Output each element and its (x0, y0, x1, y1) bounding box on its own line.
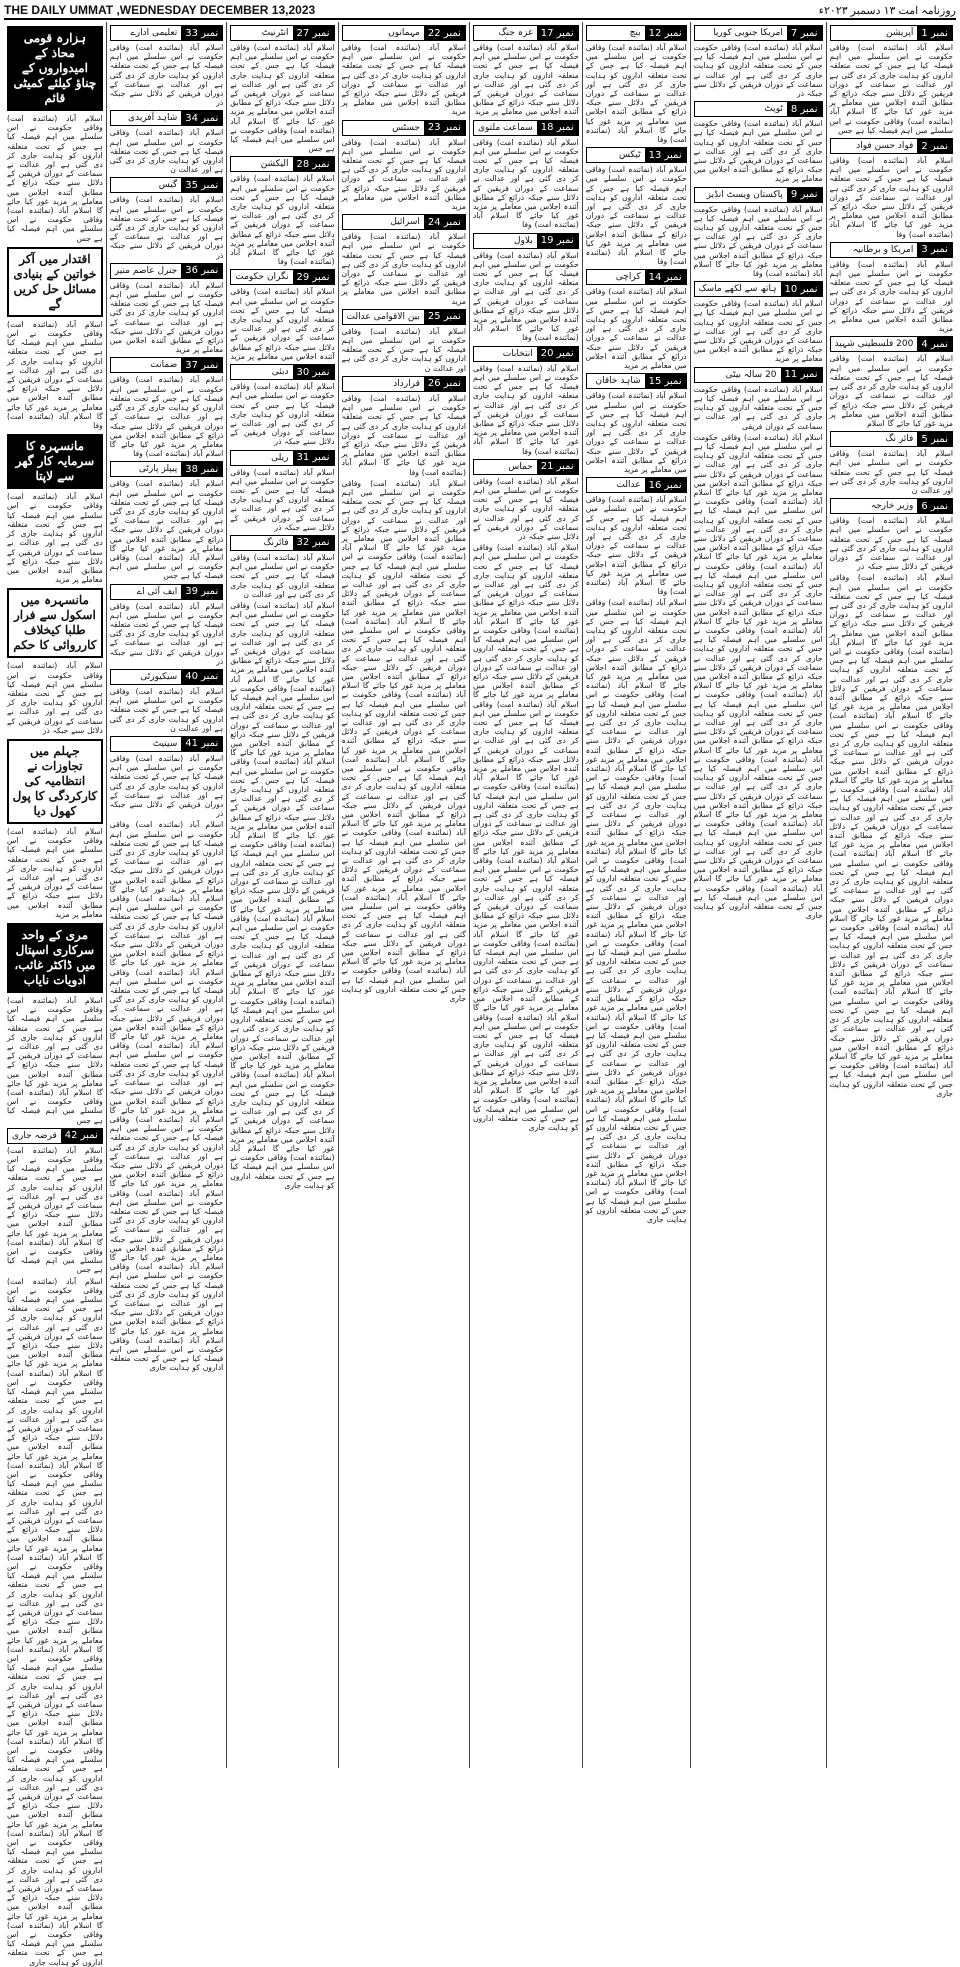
jump-title: شاہد خاقان (595, 376, 641, 387)
jump-title: امریکا جنوبی کوریا (713, 28, 783, 38)
masthead-english: THE DAILY UMMAT ,WEDNESDAY DECEMBER 13,2023 (4, 3, 316, 17)
jump-number: نمبر 5 (917, 432, 952, 446)
jump-title: قرضہ جاری (12, 1130, 57, 1141)
article-body: اسلام آباد (نمائندہ امت) وفاقی حکومت نے اس سلسلے میں اہم فیصلہ کیا ہے جس کے تحت متعلقہ اداروں کو ہدایت جاری کر دی گئی ہے اور عدالت نے سماعت کے دوران فریقین کے دلائل سنے جبکہ ذر (230, 382, 335, 447)
jump-title: عدالت (616, 480, 641, 491)
jump-title: جسٹس (392, 122, 420, 133)
jump-box (110, 736, 223, 752)
jump-title: حماس (508, 461, 533, 472)
article-body: اسلام آباد (نمائندہ امت) وفاقی حکومت نے اس سلسلے میں اہم فیصلہ کیا ہے جس کے تحت متعلقہ اداروں کو ہدایت جاری کر دی گئی ہے اور عدالت نے سماعت کے دوران فریقین کے دلائل سنے جبکہ ذرائع کے مطابق آئندہ اجلاس میں معاملے پر مزید غور کیا جائے گا اسلام آباد (نمائندہ امت) وفا (693, 204, 823, 279)
jump-box (473, 120, 579, 136)
columns-container (4, 22, 956, 1967)
jump-title: جنرل عاصم منیر (114, 265, 178, 276)
jump-number: نمبر 10 (781, 282, 822, 296)
jump-box (694, 281, 823, 297)
article-body: اسلام آباد (نمائندہ امت) وفاقی حکومت نے اس سلسلے میں اہم فیصلہ کیا ہے جس کے تحت متعلقہ اداروں کو ہدایت جاری کر دی گئی ہے اور عدالت نے سماعت کے دوران فریقین کے دلائل سنے جبکہ ذرائع کے مطابق آئندہ اجلاس میں معاملے پر مزید (7, 492, 103, 585)
jump-title: سیکیورٹی (140, 671, 178, 682)
jump-number: نمبر 21 (537, 460, 578, 474)
article-body: اسلام آباد (نمائندہ امت) وفاقی حکومت نے اس سلسلے میں اہم فیصلہ کیا ہے جس کے تحت متعلقہ اداروں کو ہدایت جاری کر دی گئی ہے اور عدالت نے سماعت کے دوران فریقین کے دلائل سنے جبکہ ذرائع کے مطابق آئندہ اجلاس میں معاملے پر مزید (109, 280, 224, 355)
jump-box (230, 156, 334, 172)
article-body: اسلام آباد (نمائندہ امت) وفاقی حکومت نے اس سلسلے میں اہم فیصلہ کیا ہے جس کے تحت متعلقہ اداروں کو ہدایت جاری کر دی گئی ہے اور عدالت نے سماعت کے دوران فریقین کے دلائل سنے جبکہ ذرائع کے مطابق آئندہ اجلاس میں معاملے پر مزید غور کیا جائے گا اسلام آباد (نمائندہ امت) وفاقی حکومت نے اس سلسلے میں اہم فیصلہ کیا ہے جس (109, 479, 224, 581)
jump-box (230, 535, 334, 551)
jump-box (230, 450, 334, 466)
article-body: اسلام آباد (نمائندہ امت) وفاقی حکومت نے اس سلسلے میں اہم فیصلہ کیا ہے جس کے تحت متعلقہ اداروں کو ہدایت جاری کر دی گئی ہے اور عدالت نے سماعت کے دوران فریقین کے دلائل سنے جبکہ ذرائع کے مطابق آئندہ اجلاس میں معاملے پر مزید (7, 826, 103, 919)
article-body: اسلام آباد (نمائندہ امت) وفاقی حکومت نے اس سلسلے میں اہم فیصلہ کیا ہے جس کے تحت متعلقہ اداروں کو ہدایت جاری کر دی گئی ہے اور عدالت ن (341, 326, 466, 373)
jump-box (110, 461, 223, 477)
jump-title: ایف آئی اے (136, 586, 178, 597)
article-body: اسلام آباد (نمائندہ امت) وفاقی حکومت نے اس سلسلے میں اہم فیصلہ کیا ہے جس کے تحت متعلقہ اداروں کو ہدایت جاری کر دی گئی ہے اور عدالت نے سماعت کے دوران فریقین کے دلائل سنے جبکہ ذرائع کے مطابق آئندہ اجلاس میں معاملے پر مزید غور کیا جائے گا اسلام آباد (نمائندہ امت) وفا (472, 250, 579, 343)
article-body: اسلام آباد (نمائندہ امت) وفاقی حکومت نے اس سلسلے میں اہم فیصلہ کیا ہے جس کے تحت متعلقہ اداروں کو ہدایت جاری کر دی گئی ہے اور عدالت نے سماعت کے دوران فریقین کے دلائل سنے جبکہ ذرائع کے مطابق آئندہ اجلاس میں معاملے پر مزید غور کیا جائے گا اسلام آباد (نمائندہ امت) وفاقی حکومت نے اس سلسلے میں اہم فیصلہ کیا ہے جس (7, 114, 103, 243)
jump-title: نگران حکومت (235, 272, 289, 283)
jump-number: نمبر 23 (424, 121, 465, 135)
article-body: اسلام آباد (نمائندہ امت) وفاقی حکومت نے اس سلسلے میں اہم فیصلہ کیا ہے جس کے تحت متعلقہ اداروں کو ہدایت جاری کر دی گئی ہے اور عدالت نے سماعت کے دوران فریقین کے دلائل سنے جبکہ ذر (109, 753, 224, 819)
jump-title: بلاول (513, 235, 533, 246)
article-body: اسلام آباد (نمائندہ امت) وفاقی حکومت نے اس سلسلے میں اہم فیصلہ کیا ہے جس کے تحت متعلقہ اداروں کو ہدایت جاری کر دی گئی ہے اور عدالت نے سماعت کے دوران فریقین کے دلائل سنے جبکہ ذرائع کے مطابق آئندہ اجلاس میں معاملے پر مزید غور کیا جائے گا اسلام آباد (نمائندہ امت) وفاقی حکومت نے اس سلسلے میں اہم فیصلہ کیا ہے جس کے تحت متعلقہ اداروں کو ہدایت جاری کر دی گئی ہے اور عدالت نے سماعت کے دوران فریقین کے دلائل سنے جبکہ ذرائع کے مطابق آئندہ اجلاس میں معاملے پر مزید غور کیا جائے گا اسلام آباد (نمائندہ امت) وفاقی حکومت نے اس سلسلے میں اہم فیصلہ کیا ہے جس کے تحت متعلقہ اداروں کو ہدایت جاری کر دی گئی ہے اور عدالت نے سماعت کے دوران فریقین کے دلائل سنے جبکہ ذرائع کے مطابق آئندہ اجلاس میں معاملے پر مزید غور کیا جائے گا اسلام آباد (نمائندہ امت) وفاقی حکومت نے اس سلسلے میں اہم فیصلہ کیا ہے جس کے تحت متعلقہ اداروں کو ہدایت جاری کر دی گئی ہے اور عدالت نے سماعت کے دوران فریقین کے دلائل سنے جبکہ ذرائع کے مطابق آئندہ اجلاس میں معاملے پر مزید غور کیا جائے گا اسلام آباد (نمائندہ امت) وفاقی حکومت نے اس سلسلے میں اہم فیصلہ کیا ہے جس کے تحت متعلقہ اداروں کو ہدایت جاری کر دی گئی ہے اور عدالت نے سماعت کے دوران فریقین کے دلائل سنے جبکہ ذرائع کے مطابق آئندہ اجلاس میں معاملے پر مزید غور کیا جائے گا اسلام آباد (نمائندہ امت) وفاقی حکومت نے اس سلسلے میں اہم فیصلہ کیا ہے جس کے تحت متعلقہ اداروں کو ہدایت جاری کر دی گئی ہے اور عدالت نے سماعت کے دوران فریقین کے دلائل سنے جبکہ ذرائع کے مطابق آئندہ اجلاس میں معاملے پر مزید غور کیا جائے گا اسلام آباد (نمائندہ امت) وفاقی حکومت نے اس سلسلے میں اہم فیصلہ کیا ہے جس کے تحت متعلقہ اداروں کو ہدایت جاری کر دی گئی ہے اور عدالت نے سماعت کے دوران فریقین کے دلائل سنے جبکہ ذرائع کے مطابق آئندہ اجلاس میں معاملے پر مزید غور کیا جائے گا اسلام آباد (نمائندہ امت) وفاقی حکومت نے اس سلسلے میں اہم فیصلہ کیا ہے جس کے تحت متعلقہ اداروں کو ہدایت جاری (109, 820, 224, 1373)
article-body: اسلام آباد (نمائندہ امت) وفاقی حکومت نے اس سلسلے میں اہم فیصلہ کیا ہے جس کے تحت متعلقہ اداروں کو ہدایت جاری کر دی گئی ہے اور عدالت نے سماعت کے دوران فریقین کے دلائل سنے جبکہ ذرائع کے مطابق آئندہ اجلاس میں معاملے پر مزید غور کیا جائے گا اسلام آباد (نمائندہ امت) وفا (585, 495, 687, 597)
column (469, 22, 582, 1768)
jump-box (586, 477, 687, 493)
jump-number: نمبر 7 (787, 26, 822, 40)
jump-title: قرارداد (393, 378, 420, 389)
article-body: اسلام آباد (نمائندہ امت) وفاقی حکومت نے اس سلسلے میں اہم فیصلہ کیا ہے جس کے تحت متعلقہ اداروں کو ہدایت جاری کر دی گئی ہے اور عدالت نے سماعت کے دوران فریقین کے دلائل سنے جبکہ ذر (109, 195, 224, 260)
jump-number: نمبر 42 (61, 1129, 102, 1143)
jump-title: الیکشن (260, 159, 289, 170)
column (338, 22, 469, 1768)
jump-box (586, 147, 687, 163)
jump-number: نمبر 35 (181, 178, 222, 192)
article-body: اسلام آباد (نمائندہ امت) وفاقی حکومت نے اس سلسلے میں اہم فیصلہ کیا ہے جس کے تحت متعلقہ اداروں کو ہدایت جاری کر دی گئی ہے اور عدالت نے سماعت کے دوران فریقین کے دلائل سنے جبکہ ذر (693, 43, 823, 99)
jump-title: ضمانت (150, 360, 178, 371)
jump-number: نمبر 39 (181, 585, 222, 599)
jump-title: دبئی (271, 367, 289, 378)
jump-number: نمبر 28 (293, 157, 334, 171)
jump-number: نمبر 18 (537, 121, 578, 135)
story-headline: مانسہرہ کا سرمایہ کار گھر سے لاپتا (7, 434, 103, 489)
article-body: اسلام آباد (نمائندہ امت) وفاقی حکومت نے اس سلسلے میں اہم فیصلہ کیا ہے جس کے تحت متعلقہ اداروں کو ہدایت جاری کر دی گئی ہے اور عدالت نے سماعت کے دوران فریقین کے دلائل سنے جبکہ ذرائع کے مطابق آئندہ اجلاس میں معاملے پر مزید غور کیا جائے گا اسلام آباد (نمائندہ امت) وفا (829, 156, 953, 239)
jump-number: نمبر 37 (181, 358, 222, 372)
article-body: اسلام آباد (نمائندہ امت) وفاقی حکومت نے اس سلسلے میں اہم فیصلہ کیا ہے جس کے تحت متعلقہ اداروں کو ہدایت جاری کر دی گئی ہے اور عدالت نے سماعت کے دوران فریقین کے دلائل سنے جبکہ ذرائع کے مطابق آئندہ اجلاس میں معاملے پر مزید غور کیا جائے گا اسلام آباد (نمائندہ امت) وفا (7, 319, 103, 431)
jump-title: انتخابات (502, 348, 533, 359)
jump-box (110, 669, 223, 685)
article-body: اسلام آباد (نمائندہ امت) وفاقی حکومت نے اس سلسلے میں اہم فیصلہ کیا ہے جس کے تحت متعلقہ اداروں کو ہدایت جاری کر دی گئی ہے اور عدالت نے سماعت کے دوران فریقین کے دلائل سنے جبکہ ذرائع کے مطابق آئندہ اجلاس میں معاملے پر مزید (341, 137, 466, 212)
jump-number: نمبر 17 (537, 26, 578, 40)
jump-box (694, 367, 823, 383)
column (226, 22, 337, 1768)
jump-title: گیس (158, 180, 178, 191)
jump-box (586, 269, 687, 285)
column (690, 22, 826, 1768)
masthead-urdu: روزنامہ امت ۱۳ دسمبر ۲۰۲۳ء (818, 4, 956, 17)
jump-title: ٹویٹ (764, 104, 783, 115)
article-body: اسلام آباد (نمائندہ امت) وفاقی حکومت نے اس سلسلے میں اہم فیصلہ کیا ہے جس کے تحت متعلقہ اداروں کو ہدایت جاری کر دی گئی ہے اور عدالت نے سماعت کے دوران فریقین کے دلائل سنے جبکہ ذرائع کے مطابق آئندہ اجلاس میں معاملے پر مزید (693, 119, 823, 184)
article-body: اسلام آباد (نمائندہ امت) وفاقی حکومت نے اس سلسلے میں اہم فیصلہ کیا ہے جس کے تحت متعلقہ اداروں کو ہدایت جاری کر دی گئی ہے اور عدالت نے سماعت کے دوران فریقین کے دلائل سنے جبکہ ذرائع کے مطابق آئندہ اجلاس میں معاملے پر مزید (341, 232, 466, 306)
article-body: اسلام آباد (نمائندہ امت) وفاقی حکومت نے اس سلسلے میں اہم فیصلہ کیا ہے جس کے تحت متعلقہ اداروں کو ہدایت جاری کر دی گئی ہے اور عدالت نے سماعت کے دوران فریقین کے دلائل سنے جبکہ ذرائع کے مطابق آئندہ اجلاس میں معاملے پر مزید غور کیا جائے گا اسلام آباد (نمائندہ امت) وفا (341, 393, 466, 477)
article-body: اسلام آباد (نمائندہ امت) وفاقی حکومت نے اس سلسلے میں اہم فیصلہ کیا ہے جس کے تحت متعلقہ اداروں کو ہدایت جاری کر دی گئی ہے اور عدالت نے سماعت کے دوران فریقین کے دلائل سنے جبکہ ذر (472, 476, 579, 541)
article-body: اسلام آباد (نمائندہ امت) وفاقی حکومت نے اس سلسلے میں اہم فیصلہ کیا ہے جس کے تحت متعلقہ اداروں کو ہدایت جاری کر دی گئی ہے اور عدالت نے سماعت کے دوران فریقین کے دلائل سنے جبکہ ذرائع کے مطابق آئندہ اجلاس میں معاملے پر مزید غور کیا جائے گا اسلام آباد (نمائندہ امت) وفاقی حکومت نے اس سلسلے میں اہم فیصلہ کیا ہے جس کے تحت متعلقہ اداروں کو ہدایت جاری کر دی گئی ہے اور عدالت نے سماعت کے دوران فریقین کے دلائل سنے جبکہ ذرائع کے مطابق آئندہ اجلاس میں معاملے پر مزید غور کیا جائے گا اسلام آباد (نمائندہ امت) وفاقی حکومت نے اس سلسلے میں اہم فیصلہ کیا ہے جس کے تحت متعلقہ اداروں کو ہدایت جاری کر دی گئی ہے اور عدالت نے سماعت کے دوران فریقین کے دلائل سنے جبکہ ذرائع کے مطابق آئندہ اجلاس میں معاملے پر مزید غور کیا جائے گا اسلام آباد (نمائندہ امت) وفاقی حکومت نے اس سلسلے میں اہم فیصلہ کیا ہے جس کے تحت متعلقہ اداروں کو ہدایت جاری کر دی گئی ہے اور عدالت نے سماعت کے دوران فریقین کے دلائل سنے جبکہ ذرائع کے مطابق آئندہ اجلاس میں معاملے پر مزید غور کیا جائے گا اسلام آباد (نمائندہ امت) وفاقی حکومت نے اس سلسلے میں اہم فیصلہ کیا ہے جس کے تحت متعلقہ اداروں کو ہدایت جاری کر دی گئی ہے اور عدالت نے سماعت کے دوران فریقین کے دلائل سنے جبکہ ذرائع کے مطابق آئندہ اجلاس میں معاملے پر مزید غور کیا جائے گا اسلام آباد (نمائندہ امت) وفاقی حکومت نے اس سلسلے میں اہم فیصلہ کیا ہے جس کے تحت متعلقہ اداروں کو ہدایت جاری کر دی گئی ہے اور عدالت نے سماعت کے دوران فریقین کے دلائل سنے جبکہ ذرائع کے مطابق آئندہ اجلاس میں معاملے پر مزید غور کیا جائے گا اسلام آباد (نمائندہ امت) وفاقی حکومت نے اس سلسلے میں اہم فیصلہ کیا ہے جس کے تحت متعلقہ اداروں کو ہدایت جاری کر دی گئی ہے اور عدالت نے سماعت کے دوران فریقین کے دلائل سنے جبکہ ذرائع کے مطابق آئندہ اجلاس میں معاملے پر مزید غور کیا جائے گا اسلام آباد (نمائندہ امت) وفاقی حکومت نے اس سلسلے میں اہم فیصلہ کیا ہے جس کے تحت متعلقہ اداروں کو ہدایت جاری (472, 543, 579, 1132)
jump-box (230, 269, 334, 285)
jump-number: نمبر 22 (424, 26, 465, 40)
jump-box (694, 187, 823, 203)
article-body: اسلام آباد (نمائندہ امت) وفاقی حکومت نے اس سلسلے میں اہم فیصلہ کیا ہے جس کے تحت متعلقہ اداروں کو ہدایت جاری کر دی گئی ہے اور عدالت نے سماعت کے دوران فریقین کے دلائل سنے جبکہ ذرائع کے مطابق آئندہ اجلاس میں معاملے پر مزید غور کیا جائے گا اسلام آباد (نمائندہ امت) وفا (585, 165, 687, 267)
jump-title: پیپلز پارٹی (138, 464, 178, 475)
story-headline: مانسہرہ میں اسکول سے فرار طلبا کیخلاف کارروائی کا حکم (7, 588, 103, 658)
article-body: اسلام آباد (نمائندہ امت) وفاقی حکومت نے اس سلسلے میں اہم فیصلہ کیا ہے جس کے تحت متعلقہ اداروں کو ہدایت جاری کر دی گئی ہے اور عدالت نے سماعت کے دوران فریقین کے دلائل سنے جبکہ ذرائع کے مطابق آئندہ اجلاس میں معاملے پر مزید (829, 259, 953, 334)
jump-number: نمبر 40 (181, 670, 222, 684)
jump-number: نمبر 38 (181, 462, 222, 476)
jump-title: ٹیکس (618, 150, 641, 161)
jump-box (830, 431, 953, 447)
jump-title: فواد حسن فواد (856, 141, 914, 152)
jump-box (342, 376, 466, 392)
jump-box (694, 101, 823, 117)
article-body: اسلام آباد (نمائندہ امت) وفاقی حکومت نے اس سلسلے میں اہم فیصلہ کیا ہے جس کے تحت متعلقہ اداروں کو ہدایت جاری کر دی گئی ہے اور عدالت نے سماعت کے دوران فریقین کے دلائل سنے جبکہ ذرائع کے مطابق آئندہ اجلاس میں معاملے پر مزید غور کیا جائے گا اسلام آباد (نمائندہ امت) وفا (472, 363, 579, 456)
column (826, 22, 956, 1768)
article-body: اسلام آباد (نمائندہ امت) وفاقی حکومت نے اس سلسلے میں اہم فیصلہ کیا ہے جس کے تحت متعلقہ اداروں کو ہدایت جاری کر دی گئی ہے اور عدالت نے سماعت کے دوران فریقین کے دلائل سنے جبکہ ذرائع کے مطابق آئندہ اجلاس میں معاملے پر مزید غور کیا جائے گا اسلام آباد (نمائندہ امت) وفاقی حکومت نے اس سلسلے میں اہم فیصلہ کیا ہے جس (7, 1145, 103, 1275)
article-body: اسلام آباد (نمائندہ امت) وفاقی حکومت نے اس سلسلے میں اہم فیصلہ کیا ہے جس کے تحت متعلقہ اداروں کو ہدایت جاری کر دی گئی ہے اور عدالت نے سماعت کے دوران فریقین کے دلائل سنے جبکہ ذرائع کے مطابق آئندہ اجلاس میں معاملے پر مزید غور کیا جائے گا اسلام آباد (نمائندہ امت) وفا (472, 137, 579, 230)
jump-number: نمبر 14 (645, 270, 686, 284)
jump-title: 20 سالہ بیٹی (725, 369, 777, 380)
jump-box (230, 364, 334, 380)
jump-box (830, 242, 953, 258)
article-body: اسلام آباد (نمائندہ امت) وفاقی حکومت نے اس سلسلے میں اہم فیصلہ کیا ہے جس کے تحت متعلقہ اداروں کو ہدایت جاری کر دی گئی ہے اور عدالت نے سماعت کے دوران فریقین کے دلائل سنے جبکہ ذرائع کے مطابق آئندہ اجلاس میں معاملے پر مزید غور کیا جائے گا اسلام آباد (نمائندہ امت) وفاقی حکومت نے اس سلسلے میں اہم فیصلہ کیا ہے جس (829, 43, 953, 135)
jump-title: بنچ (629, 28, 641, 38)
jump-number: نمبر 8 (787, 102, 822, 116)
jump-title: امریکا و برطانیہ (852, 244, 914, 255)
article-body: اسلام آباد (نمائندہ امت) وفاقی حکومت نے اس سلسلے میں اہم فیصلہ کیا ہے جس کے تحت متعلقہ اداروں کو ہدایت جاری کر دی گئی ہے اور عدالت ن (230, 552, 335, 599)
jump-title: آپریشن (885, 28, 914, 38)
jump-title: ریلی (271, 452, 289, 463)
article-body: اسلام آباد (نمائندہ امت) وفاقی حکومت نے اس سلسلے میں اہم فیصلہ کیا ہے جس کے تحت متعلقہ اداروں کو ہدایت جاری کر دی گئی ہے اور عدالت نے سماعت کے دوران فریقین کے دلائل سنے جبکہ ذر (829, 516, 953, 572)
jump-number: نمبر 12 (645, 26, 686, 40)
article-body: اسلام آباد (نمائندہ امت) وفاقی حکومت نے اس سلسلے میں اہم فیصلہ کیا ہے جس کے تحت متعلقہ اداروں کو ہدایت جاری کر دی گئی ہے اور عدالت نے سماعت کے دوران فریقین کے دلائل سنے جبکہ ذر (109, 601, 224, 666)
jump-title: تعلیمی ادارے (130, 28, 178, 38)
jump-box (694, 25, 823, 41)
jump-title: مہمانوں (388, 28, 420, 38)
jump-box (473, 346, 579, 362)
article-body: اسلام آباد (نمائندہ امت) وفاقی حکومت نے اس سلسلے میں اہم فیصلہ کیا ہے جس کے تحت متعلقہ اداروں کو ہدایت جاری کر دی گئی ہے اور عدالت نے سماعت کے دوران فریقین کے دلائل سنے جبکہ ذرائع کے مطابق آئندہ اجلاس میں معاملے پر مزید (693, 299, 823, 364)
article-body: اسلام آباد (نمائندہ امت) وفاقی حکومت نے اس سلسلے میں اہم فیصلہ کیا ہے جس کے تحت متعلقہ اداروں کو ہدایت جاری کر دی گئی ہے اور عدالت نے سماعت کے دوران فریقین کے دلائل سنے جبکہ ذرائع کے مطابق آئندہ اجلاس میں معاملے پر مزید (585, 287, 687, 371)
jump-box (110, 110, 223, 126)
jump-box (342, 214, 466, 230)
jump-title: انٹرنیٹ (261, 28, 289, 38)
jump-number: نمبر 26 (424, 377, 465, 391)
jump-box (473, 25, 579, 41)
jump-title: کراچی (615, 272, 641, 283)
jump-number: نمبر 19 (537, 234, 578, 248)
jump-box (342, 25, 466, 41)
jump-number: نمبر 11 (781, 368, 822, 382)
jump-box (7, 1128, 103, 1144)
article-body: اسلام آباد (نمائندہ امت) وفاقی حکومت نے اس سلسلے میں اہم فیصلہ کیا ہے جس کے تحت متعلقہ اداروں کو ہدایت جاری کر دی گئی ہے اور عدالت نے سماعت کے دوران فریقین کے دلائل سنے جبکہ ذرائع کے مطابق آئندہ اجلاس میں معاملے پر مزید غور کیا جائے گا اسلام آباد (نمائندہ امت) وفاقی حکومت نے اس سلسلے میں اہم فیصلہ کیا ہے جس کے تحت متعلقہ اداروں کو ہدایت جاری کر دی گئی ہے اور عدالت نے سماعت کے دوران فریقین کے دلائل سنے جبکہ ذرائع کے مطابق آئندہ اجلاس میں معاملے پر مزید غور کیا جائے گا اسلام آباد (نمائندہ امت) وفاقی حکومت نے اس سلسلے میں اہم فیصلہ کیا ہے جس کے تحت متعلقہ اداروں کو ہدایت جاری کر دی گئی ہے اور عدالت نے سماعت کے دوران فریقین کے دلائل سنے جبکہ ذرائع کے مطابق آئندہ اجلاس میں معاملے پر مزید غور کیا جائے گا اسلام آباد (نمائندہ امت) وفاقی حکومت نے اس سلسلے میں اہم فیصلہ کیا ہے جس کے تحت متعلقہ اداروں کو ہدایت جاری کر دی گئی ہے اور عدالت نے سماعت کے دوران فریقین کے دلائل سنے جبکہ ذرائع کے مطابق آئندہ اجلاس میں معاملے پر مزید غور کیا جائے گا اسلام آباد (نمائندہ امت) وفاقی حکومت نے اس سلسلے میں اہم فیصلہ کیا ہے جس کے تحت متعلقہ اداروں کو ہدایت جاری کر دی گئی ہے اور عدالت نے سماعت کے دوران فریقین کے دلائل سنے جبکہ ذرائع کے مطابق آئندہ اجلاس میں معاملے پر مزید غور کیا جائے گا اسلام آباد (نمائندہ امت) وفاقی حکومت نے اس سلسلے میں اہم فیصلہ کیا ہے جس کے تحت متعلقہ اداروں کو ہدایت جاری کر دی گئی ہے اور عدالت نے سماعت کے دوران فریقین کے دلائل سنے جبکہ ذرائع کے مطابق آئندہ اجلاس میں معاملے پر مزید غور کیا جائے گا اسلام آباد (نمائندہ امت) وفاقی حکومت نے اس سلسلے میں اہم فیصلہ کیا ہے جس کے تحت متعلقہ اداروں کو ہدایت جاری کر دی گئی ہے اور عدالت نے سماعت کے دوران فریقین کے دلائل سنے جبکہ ذرائع کے مطابق آئندہ اجلاس میں معاملے پر مزید غور کیا جائے گا اسلام آباد (نمائندہ امت) وفاقی حکومت نے اس سلسلے میں اہم فیصلہ کیا ہے جس کے تحت متعلقہ اداروں کو ہدایت جاری (693, 432, 823, 921)
jump-box (473, 233, 579, 249)
jump-title: سماعت ملتوی (477, 122, 533, 133)
article-body: اسلام آباد (نمائندہ امت) وفاقی حکومت نے اس سلسلے میں اہم فیصلہ کیا ہے جس کے تحت متعلقہ اداروں کو ہدایت جاری کر دی گئی ہے اور عدالت نے سماعت کے دوران فریقین کے دلائل سنے جبکہ ذرائع کے مطابق آئندہ اجلاس میں معاملے پر مزید غور کیا جائے گا اسلام آباد (نمائندہ امت) وفا (109, 375, 224, 459)
jump-number: نمبر 24 (424, 215, 465, 229)
jump-number: نمبر 27 (293, 26, 334, 40)
jump-title: شاہد آفریدی (128, 113, 178, 124)
article-body: اسلام آباد (نمائندہ امت) وفاقی حکومت نے اس سلسلے میں اہم فیصلہ کیا ہے جس کے تحت متعلقہ اداروں کو ہدایت جاری کر دی گئی ہے اور عدالت ن (109, 128, 224, 175)
column (4, 22, 106, 1967)
jump-title: وزیر خارجہ (870, 501, 914, 512)
article-body: اسلام آباد (نمائندہ امت) وفاقی حکومت نے اس سلسلے میں اہم فیصلہ کیا ہے جس کے تحت متعلقہ اداروں کو ہدایت جاری کر دی گئی ہے اور عدالت نے سماعت کے دوران فریقین کے دلائل سنے جبکہ ذرائع کے مطابق آئندہ اجلاس میں معاملے پر مزید غور کیا جائے گا اسلام آباد (نمائندہ امت) وفاقی حکومت نے اس سلسلے میں اہم فیصلہ کیا ہے جس کے تحت متعلقہ اداروں کو ہدایت جاری کر دی گئی ہے اور عدالت نے سماعت کے دوران فریقین کے دلائل سنے جبکہ ذرائع کے مطابق آئندہ اجلاس میں معاملے پر مزید غور کیا جائے گا اسلام آباد (نمائندہ امت) وفاقی حکومت نے اس سلسلے میں اہم فیصلہ کیا ہے جس کے تحت متعلقہ اداروں کو ہدایت جاری کر دی گئی ہے اور عدالت نے سماعت کے دوران فریقین کے دلائل سنے جبکہ ذرائع کے مطابق آئندہ اجلاس میں معاملے پر مزید غور کیا جائے گا اسلام آباد (نمائندہ امت) وفاقی حکومت نے اس سلسلے میں اہم فیصلہ کیا ہے جس کے تحت متعلقہ اداروں کو ہدایت جاری کر دی گئی ہے اور عدالت نے سماعت کے دوران فریقین کے دلائل سنے جبکہ ذرائع کے مطابق آئندہ اجلاس میں معاملے پر مزید غور کیا جائے گا اسلام آباد (نمائندہ امت) وفاقی حکومت نے اس سلسلے میں اہم فیصلہ کیا ہے جس کے تحت متعلقہ اداروں کو ہدایت جاری کر دی گئی ہے اور عدالت نے سماعت کے دوران فریقین کے دلائل سنے جبکہ ذرائع کے مطابق آئندہ اجلاس میں معاملے پر مزید غور کیا جائے گا اسلام آباد (نمائندہ امت) وفاقی حکومت نے اس سلسلے میں اہم فیصلہ کیا ہے جس کے تحت متعلقہ اداروں کو ہدایت جاری کر دی گئی ہے اور عدالت نے سماعت کے دوران فریقین کے دلائل سنے جبکہ ذرائع کے مطابق آئندہ اجلاس میں معاملے پر مزید غور کیا جائے گا اسلام آباد (نمائندہ امت) وفاقی حکومت نے اس سلسلے میں اہم فیصلہ کیا ہے جس کے تحت متعلقہ اداروں کو ہدایت جاری کر دی گئی ہے اور عدالت نے سماعت کے دوران فریقین کے دلائل سنے جبکہ ذرائع کے مطابق آئندہ اجلاس میں معاملے پر مزید غور کیا جائے گا اسلام آباد (نمائندہ امت) وفاقی حکومت نے اس سلسلے میں اہم فیصلہ کیا ہے جس کے تحت متعلقہ اداروں کو ہدایت جاری (7, 1276, 103, 1967)
article-body: اسلام آباد (نمائندہ امت) وفاقی حکومت نے اس سلسلے میں اہم فیصلہ کیا ہے جس کے تحت متعلقہ اداروں کو ہدایت جاری کر دی گئی ہے اور عدالت نے سماعت کے دوران فریقین کے دلائل سنے جبکہ ذرائع کے مطابق آئندہ اجلاس میں معاملے پر مزید غور کیا جائے گا اسلام آباد (نمائندہ امت) وفاقی حکومت نے اس سلسلے میں اہم فیصلہ کیا ہے جس (7, 995, 103, 1125)
jump-title: پاکستان ویسٹ انڈیز (706, 189, 783, 200)
jump-title: فائر نگ (885, 434, 914, 445)
jump-number: نمبر 20 (537, 347, 578, 361)
jump-box (230, 25, 334, 41)
article-body: اسلام آباد (نمائندہ امت) وفاقی حکومت نے اس سلسلے میں اہم فیصلہ کیا ہے جس کے تحت متعلقہ اداروں کو ہدایت جاری کر دی گئی ہے اور عدالت نے سماعت کے دوران فریقین کے دلائل سنے جبکہ ذرائع کے مطابق آئندہ اجلاس میں معاملے پر مزید (341, 43, 466, 117)
article-body: اسلام آباد (نمائندہ امت) وفاقی حکومت نے اس سلسلے میں اہم فیصلہ کیا ہے جس کے تحت متعلقہ اداروں کو ہدایت جاری کر دی گئی ہے اور عدالت نے سماعت کے دوران فریقین کے دلائل سنے جبکہ ذر (7, 661, 103, 735)
jump-box (586, 373, 687, 389)
article-body: اسلام آباد (نمائندہ امت) وفاقی حکومت نے اس سلسلے میں اہم فیصلہ کیا ہے جس کے تحت متعلقہ اداروں کو ہدایت جاری کر دی گئی ہے اور عدالت ن (829, 449, 953, 495)
jump-number: نمبر 4 (917, 337, 952, 351)
article-body: اسلام آباد (نمائندہ امت) وفاقی حکومت نے اس سلسلے میں اہم فیصلہ کیا ہے جس کے تحت متعلقہ اداروں کو ہدایت جاری کر دی گئی ہے اور عدالت نے سماعت کے دوران فریقین کے دلائل سنے جبکہ ذرائع کے مطابق آئندہ اجلاس میں معاملے پر مزید غور کیا جائے گا اسلام آباد (نمائندہ امت) وفاقی حکومت نے اس سلسلے میں اہم فیصلہ کیا ہے جس (230, 43, 335, 154)
jump-title: بین الاقوامی عدالت (346, 311, 420, 322)
article-body: اسلام آباد (نمائندہ امت) وفاقی حکومت نے اس سلسلے میں اہم فیصلہ کیا ہے جس کے تحت متعلقہ اداروں کو ہدایت جاری کر دی گئی ہے اور عدالت ن (109, 686, 224, 733)
article-body: اسلام آباد (نمائندہ امت) وفاقی حکومت نے اس سلسلے میں اہم فیصلہ کیا ہے جس کے تحت متعلقہ اداروں کو ہدایت جاری کر دی گئی ہے اور عدالت نے سماعت کے دوران فریقین کے دلائل سنے جبکہ ذرائع کے مطابق آئندہ اجلاس میں معاملے پر مزید (585, 391, 687, 474)
masthead (4, 2, 956, 20)
jump-box (110, 357, 223, 373)
jump-box (110, 263, 223, 279)
article-body: اسلام آباد (نمائندہ امت) وفاقی حکومت نے اس سلسلے میں اہم فیصلہ کیا ہے جس کے تحت متعلقہ اداروں کو ہدایت جاری کر دی گئی ہے اور عدالت نے سماعت کے دوران فریقین کے دلائل سنے جبکہ ذرائع کے مطابق آئندہ اجلاس میں معاملے پر مزید (230, 287, 335, 361)
article-body: اسلام آباد (نمائندہ امت) وفاقی حکومت نے اس سلسلے میں اہم فیصلہ کیا ہے جس کے تحت متعلقہ اداروں کو ہدایت جاری کر دی گئی ہے اور عدالت نے سماعت کے دوران فریقین کے دلائل سنے جبکہ ذرائع کے مطابق آئندہ اجلاس میں معاملے پر مزید غور کیا جائے گا اسلام آباد (نمائندہ امت) وفاقی حکومت نے اس سلسلے میں اہم فیصلہ کیا ہے جس کے تحت متعلقہ اداروں کو ہدایت جاری کر دی گئی ہے اور عدالت نے سماعت کے دوران فریقین کے دلائل سنے جبکہ ذرائع کے مطابق آئندہ اجلاس میں معاملے پر مزید غور کیا جائے گا اسلام آباد (نمائندہ امت) وفاقی حکومت نے اس سلسلے میں اہم فیصلہ کیا ہے جس کے تحت متعلقہ اداروں کو ہدایت جاری کر دی گئی ہے اور عدالت نے سماعت کے دوران فریقین کے دلائل سنے جبکہ ذرائع کے مطابق آئندہ اجلاس میں معاملے پر مزید غور کیا جائے گا اسلام آباد (نمائندہ امت) وفاقی حکومت نے اس سلسلے میں اہم فیصلہ کیا ہے جس کے تحت متعلقہ اداروں کو ہدایت جاری کر دی گئی ہے اور عدالت نے سماعت کے دوران فریقین کے دلائل سنے جبکہ ذرائع کے مطابق آئندہ اجلاس میں معاملے پر مزید غور کیا جائے گا اسلام آباد (نمائندہ امت) وفاقی حکومت نے اس سلسلے میں اہم فیصلہ کیا ہے جس کے تحت متعلقہ اداروں کو ہدایت جاری کر دی گئی ہے اور عدالت نے سماعت کے دوران فریقین کے دلائل سنے جبکہ ذرائع کے مطابق آئندہ اجلاس میں معاملے پر مزید غور کیا جائے گا اسلام آباد (نمائندہ امت) وفاقی حکومت نے اس سلسلے میں اہم فیصلہ کیا ہے جس کے تحت متعلقہ اداروں کو ہدایت جاری کر دی گئی ہے اور عدالت نے سماعت کے دوران فریقین کے دلائل سنے جبکہ ذرائع کے مطابق آئندہ اجلاس میں معاملے پر مزید غور کیا جائے گا اسلام آباد (نمائندہ امت) وفاقی حکومت نے اس سلسلے میں اہم فیصلہ کیا ہے جس کے تحت متعلقہ اداروں کو ہدایت جاری کر دی گئی ہے اور عدالت نے سماعت کے دوران فریقین کے دلائل سنے جبکہ ذرائع کے مطابق آئندہ اجلاس میں معاملے پر مزید غور کیا جائے گا اسلام آباد (نمائندہ امت) وفاقی حکومت نے اس سلسلے میں اہم فیصلہ کیا ہے جس کے تحت متعلقہ اداروں کو ہدایت جاری (230, 600, 335, 1190)
column (106, 22, 226, 1768)
article-body: اسلام آباد (نمائندہ امت) وفاقی حکومت نے اس سلسلے میں اہم فیصلہ کیا ہے جس کے تحت متعلقہ اداروں کو ہدایت جاری کر دی گئی ہے اور عدالت نے سماعت کے دوران فریقی (693, 384, 823, 431)
jump-box (110, 177, 223, 193)
jump-number: نمبر 32 (293, 536, 334, 550)
jump-number: نمبر 16 (645, 478, 686, 492)
article-body: اسلام آباد (نمائندہ امت) وفاقی حکومت نے اس سلسلے میں اہم فیصلہ کیا ہے جس کے تحت متعلقہ اداروں کو ہدایت جاری کر دی گئی ہے اور عدالت نے سماعت کے دوران فریقین کے دلائل سنے جبکہ ذرائع کے مطابق آئندہ اجلاس میں معاملے پر مزید غور کیا جائے گا اسلام (829, 354, 953, 428)
jump-title: غزہ جنگ (498, 28, 533, 38)
jump-title: فائرنگ (263, 537, 289, 548)
jump-box (830, 336, 953, 352)
article-body: اسلام آباد (نمائندہ امت) وفاقی حکومت نے اس سلسلے میں اہم فیصلہ کیا ہے جس کے تحت متعلقہ اداروں کو ہدایت جاری کر دی گئی ہے اور عدالت نے سماعت کے دوران فریقین کے دلائل سنے جبکہ ذرائع کے مطابق آئندہ اجلاس میں معاملے پر مزید غور کیا جائے گا اسلام آباد (نمائندہ امت) وفا (230, 174, 335, 267)
jump-number: نمبر 29 (293, 270, 334, 284)
column (582, 22, 690, 1768)
jump-box (110, 25, 223, 41)
jump-number: نمبر 36 (181, 264, 222, 278)
jump-box (586, 25, 687, 41)
jump-number: نمبر 6 (917, 499, 952, 513)
jump-number: نمبر 15 (645, 374, 686, 388)
jump-title: ہاتھ سے لکھے ماسک (698, 284, 777, 295)
article-body: اسلام آباد (نمائندہ امت) وفاقی حکومت نے اس سلسلے میں اہم فیصلہ کیا ہے جس کے تحت متعلقہ اداروں کو ہدایت جاری کر دی گئی ہے اور عدالت نے سماعت کے دوران فریقین کے دلائل سنے جبکہ ذرائع کے مطابق آئندہ اجلاس میں معاملے پر مزید (472, 43, 579, 117)
article-body: اسلام آباد (نمائندہ امت) وفاقی حکومت نے اس سلسلے میں اہم فیصلہ کیا ہے جس کے تحت متعلقہ اداروں کو ہدایت جاری کر دی گئی ہے اور عدالت نے سماعت کے دوران فریقین کے دلائل سنے جبکہ ذر (109, 43, 224, 108)
story-headline: جہلم میں تجاوزات نے انتظامیہ کی کارکردگی کا پول کھول دیا (7, 739, 103, 824)
article-body: اسلام آباد (نمائندہ امت) وفاقی حکومت نے اس سلسلے میں اہم فیصلہ کیا ہے جس کے تحت متعلقہ اداروں کو ہدایت جاری کر دی گئی ہے اور عدالت نے سماعت کے دوران فریقین کے دلائل سنے جبکہ ذرائع کے مطابق آئندہ اجلاس میں معاملے پر مزید غور کیا جائے گا اسلام آباد (نمائندہ امت) وفاقی حکومت نے اس سلسلے میں اہم فیصلہ کیا ہے جس کے تحت متعلقہ اداروں کو ہدایت جاری کر دی گئی ہے اور عدالت نے سماعت کے دوران فریقین کے دلائل سنے جبکہ ذرائع کے مطابق آئندہ اجلاس میں معاملے پر مزید غور کیا جائے گا اسلام آباد (نمائندہ امت) وفاقی حکومت نے اس سلسلے میں اہم فیصلہ کیا ہے جس کے تحت متعلقہ اداروں کو ہدایت جاری کر دی گئی ہے اور عدالت نے سماعت کے دوران فریقین کے دلائل سنے جبکہ ذرائع کے مطابق آئندہ اجلاس میں معاملے پر مزید غور کیا جائے گا اسلام آباد (نمائندہ امت) وفاقی حکومت نے اس سلسلے میں اہم فیصلہ کیا ہے جس کے تحت متعلقہ اداروں کو ہدایت جاری کر دی گئی ہے اور عدالت نے سماعت کے دوران فریقین کے دلائل سنے جبکہ ذرائع کے مطابق آئندہ اجلاس میں معاملے پر مزید غور کیا جائے گا اسلام آباد (نمائندہ امت) وفاقی حکومت نے اس سلسلے میں اہم فیصلہ کیا ہے جس کے تحت متعلقہ اداروں کو ہدایت جاری کر دی گئی ہے اور عدالت نے سماعت کے دوران فریقین کے دلائل سنے جبکہ ذرائع کے مطابق آئندہ اجلاس میں معاملے پر مزید غور کیا جائے گا اسلام آباد (نمائندہ امت) وفاقی حکومت نے اس سلسلے میں اہم فیصلہ کیا ہے جس کے تحت متعلقہ اداروں کو ہدایت جاری کر دی گئی ہے اور عدالت نے سماعت کے دوران فریقین کے دلائل سنے جبکہ ذرائع کے مطابق آئندہ اجلاس میں معاملے پر مزید غور کیا جائے گا اسلام آباد (نمائندہ امت) وفاقی حکومت نے اس سلسلے میں اہم فیصلہ کیا ہے جس کے تحت متعلقہ اداروں کو ہدایت جاری کر دی گئی ہے اور عدالت نے سماعت کے دوران فریقین کے دلائل سنے جبکہ ذرائع کے مطابق آئندہ اجلاس میں معاملے پر مزید غور کیا جائے گا اسلام آباد (نمائندہ امت) وفاقی حکومت نے اس سلسلے میں اہم فیصلہ کیا ہے جس کے تحت متعلقہ اداروں کو ہدایت جاری (829, 573, 953, 1098)
story-headline: مری کے واحد سرکاری اسپتال میں ڈاکٹر غائب، ادویات نایاب (7, 923, 103, 993)
jump-box (830, 25, 953, 41)
jump-title: اسرائیل (390, 217, 420, 228)
jump-number: نمبر 41 (181, 737, 222, 751)
jump-number: نمبر 31 (293, 451, 334, 465)
jump-number: نمبر 25 (424, 310, 465, 324)
jump-number: نمبر 13 (645, 148, 686, 162)
jump-number: نمبر 34 (181, 111, 222, 125)
jump-box (473, 459, 579, 475)
jump-number: نمبر 9 (787, 188, 822, 202)
story-headline: اقتدار میں آکر خواتین کے بنیادی مسائل حل کریں گے (7, 247, 103, 317)
jump-number: نمبر 3 (917, 243, 952, 257)
jump-number: نمبر 2 (917, 139, 952, 153)
article-body: اسلام آباد (نمائندہ امت) وفاقی حکومت نے اس سلسلے میں اہم فیصلہ کیا ہے جس کے تحت متعلقہ اداروں کو ہدایت جاری کر دی گئی ہے اور عدالت نے سماعت کے دوران فریقین کے دلائل سنے جبکہ ذر (230, 467, 335, 532)
jump-number: نمبر 1 (917, 26, 952, 40)
article-body: اسلام آباد (نمائندہ امت) وفاقی حکومت نے اس سلسلے میں اہم فیصلہ کیا ہے جس کے تحت متعلقہ اداروں کو ہدایت جاری کر دی گئی ہے اور عدالت نے سماعت کے دوران فریقین کے دلائل سنے جبکہ ذرائع کے مطابق آئندہ اجلاس میں معاملے پر مزید غور کیا جائے گا اسلام آباد (نمائندہ امت) وفا (585, 43, 687, 145)
story-headline: ہزارہ قومی محاذ کے امیدواروں کے چناؤ کیلئے کمیٹی قائم (7, 26, 103, 111)
jump-box (110, 584, 223, 600)
jump-number: نمبر 33 (181, 26, 222, 40)
article-body: اسلام آباد (نمائندہ امت) وفاقی حکومت نے اس سلسلے میں اہم فیصلہ کیا ہے جس کے تحت متعلقہ اداروں کو ہدایت جاری کر دی گئی ہے اور عدالت نے سماعت کے دوران فریقین کے دلائل سنے جبکہ ذرائع کے مطابق آئندہ اجلاس میں معاملے پر مزید غور کیا جائے گا اسلام آباد (نمائندہ امت) وفاقی حکومت نے اس سلسلے میں اہم فیصلہ کیا ہے جس کے تحت متعلقہ اداروں کو ہدایت جاری کر دی گئی ہے اور عدالت نے سماعت کے دوران فریقین کے دلائل سنے جبکہ ذرائع کے مطابق آئندہ اجلاس میں معاملے پر مزید غور کیا جائے گا اسلام آباد (نمائندہ امت) وفاقی حکومت نے اس سلسلے میں اہم فیصلہ کیا ہے جس کے تحت متعلقہ اداروں کو ہدایت جاری کر دی گئی ہے اور عدالت نے سماعت کے دوران فریقین کے دلائل سنے جبکہ ذرائع کے مطابق آئندہ اجلاس میں معاملے پر مزید غور کیا جائے گا اسلام آباد (نمائندہ امت) وفاقی حکومت نے اس سلسلے میں اہم فیصلہ کیا ہے جس کے تحت متعلقہ اداروں کو ہدایت جاری کر دی گئی ہے اور عدالت نے سماعت کے دوران فریقین کے دلائل سنے جبکہ ذرائع کے مطابق آئندہ اجلاس میں معاملے پر مزید غور کیا جائے گا اسلام آباد (نمائندہ امت) وفاقی حکومت نے اس سلسلے میں اہم فیصلہ کیا ہے جس کے تحت متعلقہ اداروں کو ہدایت جاری کر دی گئی ہے اور عدالت نے سماعت کے دوران فریقین کے دلائل سنے جبکہ ذرائع کے مطابق آئندہ اجلاس میں معاملے پر مزید غور کیا جائے گا اسلام آباد (نمائندہ امت) وفاقی حکومت نے اس سلسلے میں اہم فیصلہ کیا ہے جس کے تحت متعلقہ اداروں کو ہدایت جاری کر دی گئی ہے اور عدالت نے سماعت کے دوران فریقین کے دلائل سنے جبکہ ذرائع کے مطابق آئندہ اجلاس میں معاملے پر مزید غور کیا جائے گا اسلام آباد (نمائندہ امت) وفاقی حکومت نے اس سلسلے میں اہم فیصلہ کیا ہے جس کے تحت متعلقہ اداروں کو ہدایت جاری کر دی گئی ہے اور عدالت نے سماعت کے دوران فریقین کے دلائل سنے جبکہ ذرائع کے مطابق آئندہ اجلاس میں معاملے پر مزید غور کیا جائے گا اسلام آباد (نمائندہ امت) وفاقی حکومت نے اس سلسلے میں اہم فیصلہ کیا ہے جس کے تحت متعلقہ اداروں کو ہدایت جاری (341, 478, 466, 1004)
jump-box (342, 309, 466, 325)
jump-number: نمبر 30 (293, 365, 334, 379)
jump-box (830, 138, 953, 154)
jump-title: 200 فلسطینی شہید (834, 339, 914, 350)
jump-box (830, 498, 953, 514)
article-body: اسلام آباد (نمائندہ امت) وفاقی حکومت نے اس سلسلے میں اہم فیصلہ کیا ہے جس کے تحت متعلقہ اداروں کو ہدایت جاری کر دی گئی ہے اور عدالت نے سماعت کے دوران فریقین کے دلائل سنے جبکہ ذرائع کے مطابق آئندہ اجلاس میں معاملے پر مزید غور کیا جائے گا اسلام آباد (نمائندہ امت) وفاقی حکومت نے اس سلسلے میں اہم فیصلہ کیا ہے جس کے تحت متعلقہ اداروں کو ہدایت جاری کر دی گئی ہے اور عدالت نے سماعت کے دوران فریقین کے دلائل سنے جبکہ ذرائع کے مطابق آئندہ اجلاس میں معاملے پر مزید غور کیا جائے گا اسلام آباد (نمائندہ امت) وفاقی حکومت نے اس سلسلے میں اہم فیصلہ کیا ہے جس کے تحت متعلقہ اداروں کو ہدایت جاری کر دی گئی ہے اور عدالت نے سماعت کے دوران فریقین کے دلائل سنے جبکہ ذرائع کے مطابق آئندہ اجلاس میں معاملے پر مزید غور کیا جائے گا اسلام آباد (نمائندہ امت) وفاقی حکومت نے اس سلسلے میں اہم فیصلہ کیا ہے جس کے تحت متعلقہ اداروں کو ہدایت جاری کر دی گئی ہے اور عدالت نے سماعت کے دوران فریقین کے دلائل سنے جبکہ ذرائع کے مطابق آئندہ اجلاس میں معاملے پر مزید غور کیا جائے گا اسلام آباد (نمائندہ امت) وفاقی حکومت نے اس سلسلے میں اہم فیصلہ کیا ہے جس کے تحت متعلقہ اداروں کو ہدایت جاری کر دی گئی ہے اور عدالت نے سماعت کے دوران فریقین کے دلائل سنے جبکہ ذرائع کے مطابق آئندہ اجلاس میں معاملے پر مزید غور کیا جائے گا اسلام آباد (نمائندہ امت) وفاقی حکومت نے اس سلسلے میں اہم فیصلہ کیا ہے جس کے تحت متعلقہ اداروں کو ہدایت جاری کر دی گئی ہے اور عدالت نے سماعت کے دوران فریقین کے دلائل سنے جبکہ ذرائع کے مطابق آئندہ اجلاس میں معاملے پر مزید غور کیا جائے گا اسلام آباد (نمائندہ امت) وفاقی حکومت نے اس سلسلے میں اہم فیصلہ کیا ہے جس کے تحت متعلقہ اداروں کو ہدایت جاری کر دی گئی ہے اور عدالت نے سماعت کے دوران فریقین کے دلائل سنے جبکہ ذرائع کے مطابق آئندہ اجلاس میں معاملے پر مزید غور کیا جائے گا اسلام آباد (نمائندہ امت) وفاقی حکومت نے اس سلسلے میں اہم فیصلہ کیا ہے جس کے تحت متعلقہ اداروں کو ہدایت جاری (585, 598, 687, 1224)
jump-title: سینیٹ (152, 738, 178, 749)
jump-box (342, 120, 466, 136)
